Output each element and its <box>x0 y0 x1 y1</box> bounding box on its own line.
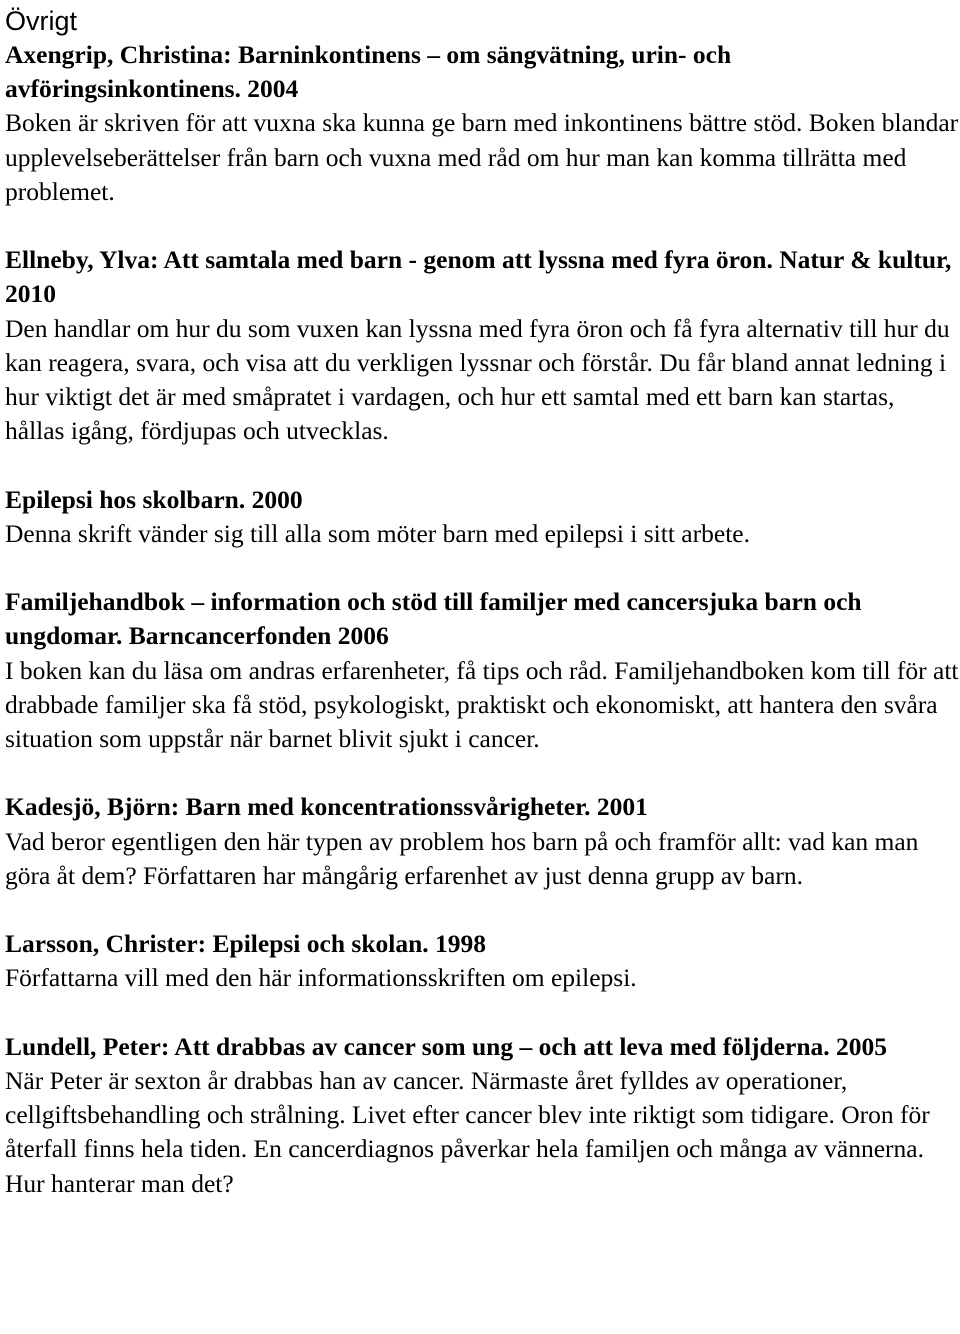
book-description: Författarna vill med den här informationsskriften om epilepsi. <box>5 963 637 993</box>
spacer <box>5 756 960 790</box>
spacer <box>5 448 960 482</box>
book-description: I boken kan du läsa om andras erfarenheter, få tips och råd. Familjehandboken kom till för att drabbade familjer ska få stöd, psykologiskt, praktiskt och ekonomiskt, att hantera den svåra situation som uppstår när barnet blivit sjukt i cancer. <box>5 655 959 754</box>
book-entry <box>5 1030 960 1201</box>
book-entry <box>5 483 960 551</box>
book-entry <box>5 243 960 448</box>
spacer <box>5 996 960 1030</box>
book-description: Boken är skriven för att vuxna ska kunna ge barn med inkontinens bättre stöd. Boken blandar upplevelseberättelser från barn och vuxna med råd om hur man kan komma tillrätta med problemet. <box>5 108 959 206</box>
book-entry <box>5 585 960 756</box>
spacer <box>5 893 960 927</box>
book-title: Familjehandbok – information och stöd till familjer med cancersjuka barn och ungdomar. Barncancerfonden 2006 <box>5 587 862 651</box>
book-entry <box>5 38 960 209</box>
book-entry <box>5 790 960 893</box>
spacer <box>5 209 960 243</box>
book-description: Denna skrift vänder sig till alla som möter barn med epilepsi i sitt arbete. <box>5 518 750 548</box>
book-title: Larsson, Christer: Epilepsi och skolan. 1998 <box>5 929 487 959</box>
book-description: Den handlar om hur du som vuxen kan lyssna med fyra öron och få fyra alternativ till hur du kan reagera, svara, och visa att du verkligen lyssnar och förstår. Du får bland annat ledning i hur viktigt det är med småpratet i vardagen, och hur ett samtal med ett barn kan startas, hållas igång, fördjupas och utvecklas. <box>5 313 950 446</box>
book-description: När Peter är sexton år drabbas han av cancer. Närmaste året fylldes av operationer, cellgiftsbehandling och strålning. Livet efter cancer blev inte riktigt som tidigare. Oron för återfall finns hela tiden. En cancerdiagnos påverkar hela familjen och många av vännerna. Hur hanterar man det? <box>5 1066 930 1198</box>
spacer <box>5 551 960 585</box>
book-entry <box>5 927 960 995</box>
book-description: Vad beror egentligen den här typen av problem hos barn på och framför allt: vad kan man göra åt dem? Författaren har mångårig erfarenhet av just denna grupp av barn. <box>5 826 919 890</box>
book-title: Lundell, Peter: Att drabbas av cancer som ung – och att leva med följderna. 2005 <box>5 1031 888 1061</box>
book-title: Axengrip, Christina: Barninkontinens – om sängvätning, urin- och avföringsinkontinens. 2004 <box>5 40 732 104</box>
document-page <box>5 0 960 1201</box>
book-title: Kadesjö, Björn: Barn med koncentrationssvårigheter. 2001 <box>5 792 648 822</box>
section-heading: Övrigt <box>5 6 78 36</box>
book-title: Ellneby, Ylva: Att samtala med barn - genom att lyssna med fyra öron. Natur & kultur, 2010 <box>5 245 952 309</box>
book-title: Epilepsi hos skolbarn. 2000 <box>5 484 303 514</box>
